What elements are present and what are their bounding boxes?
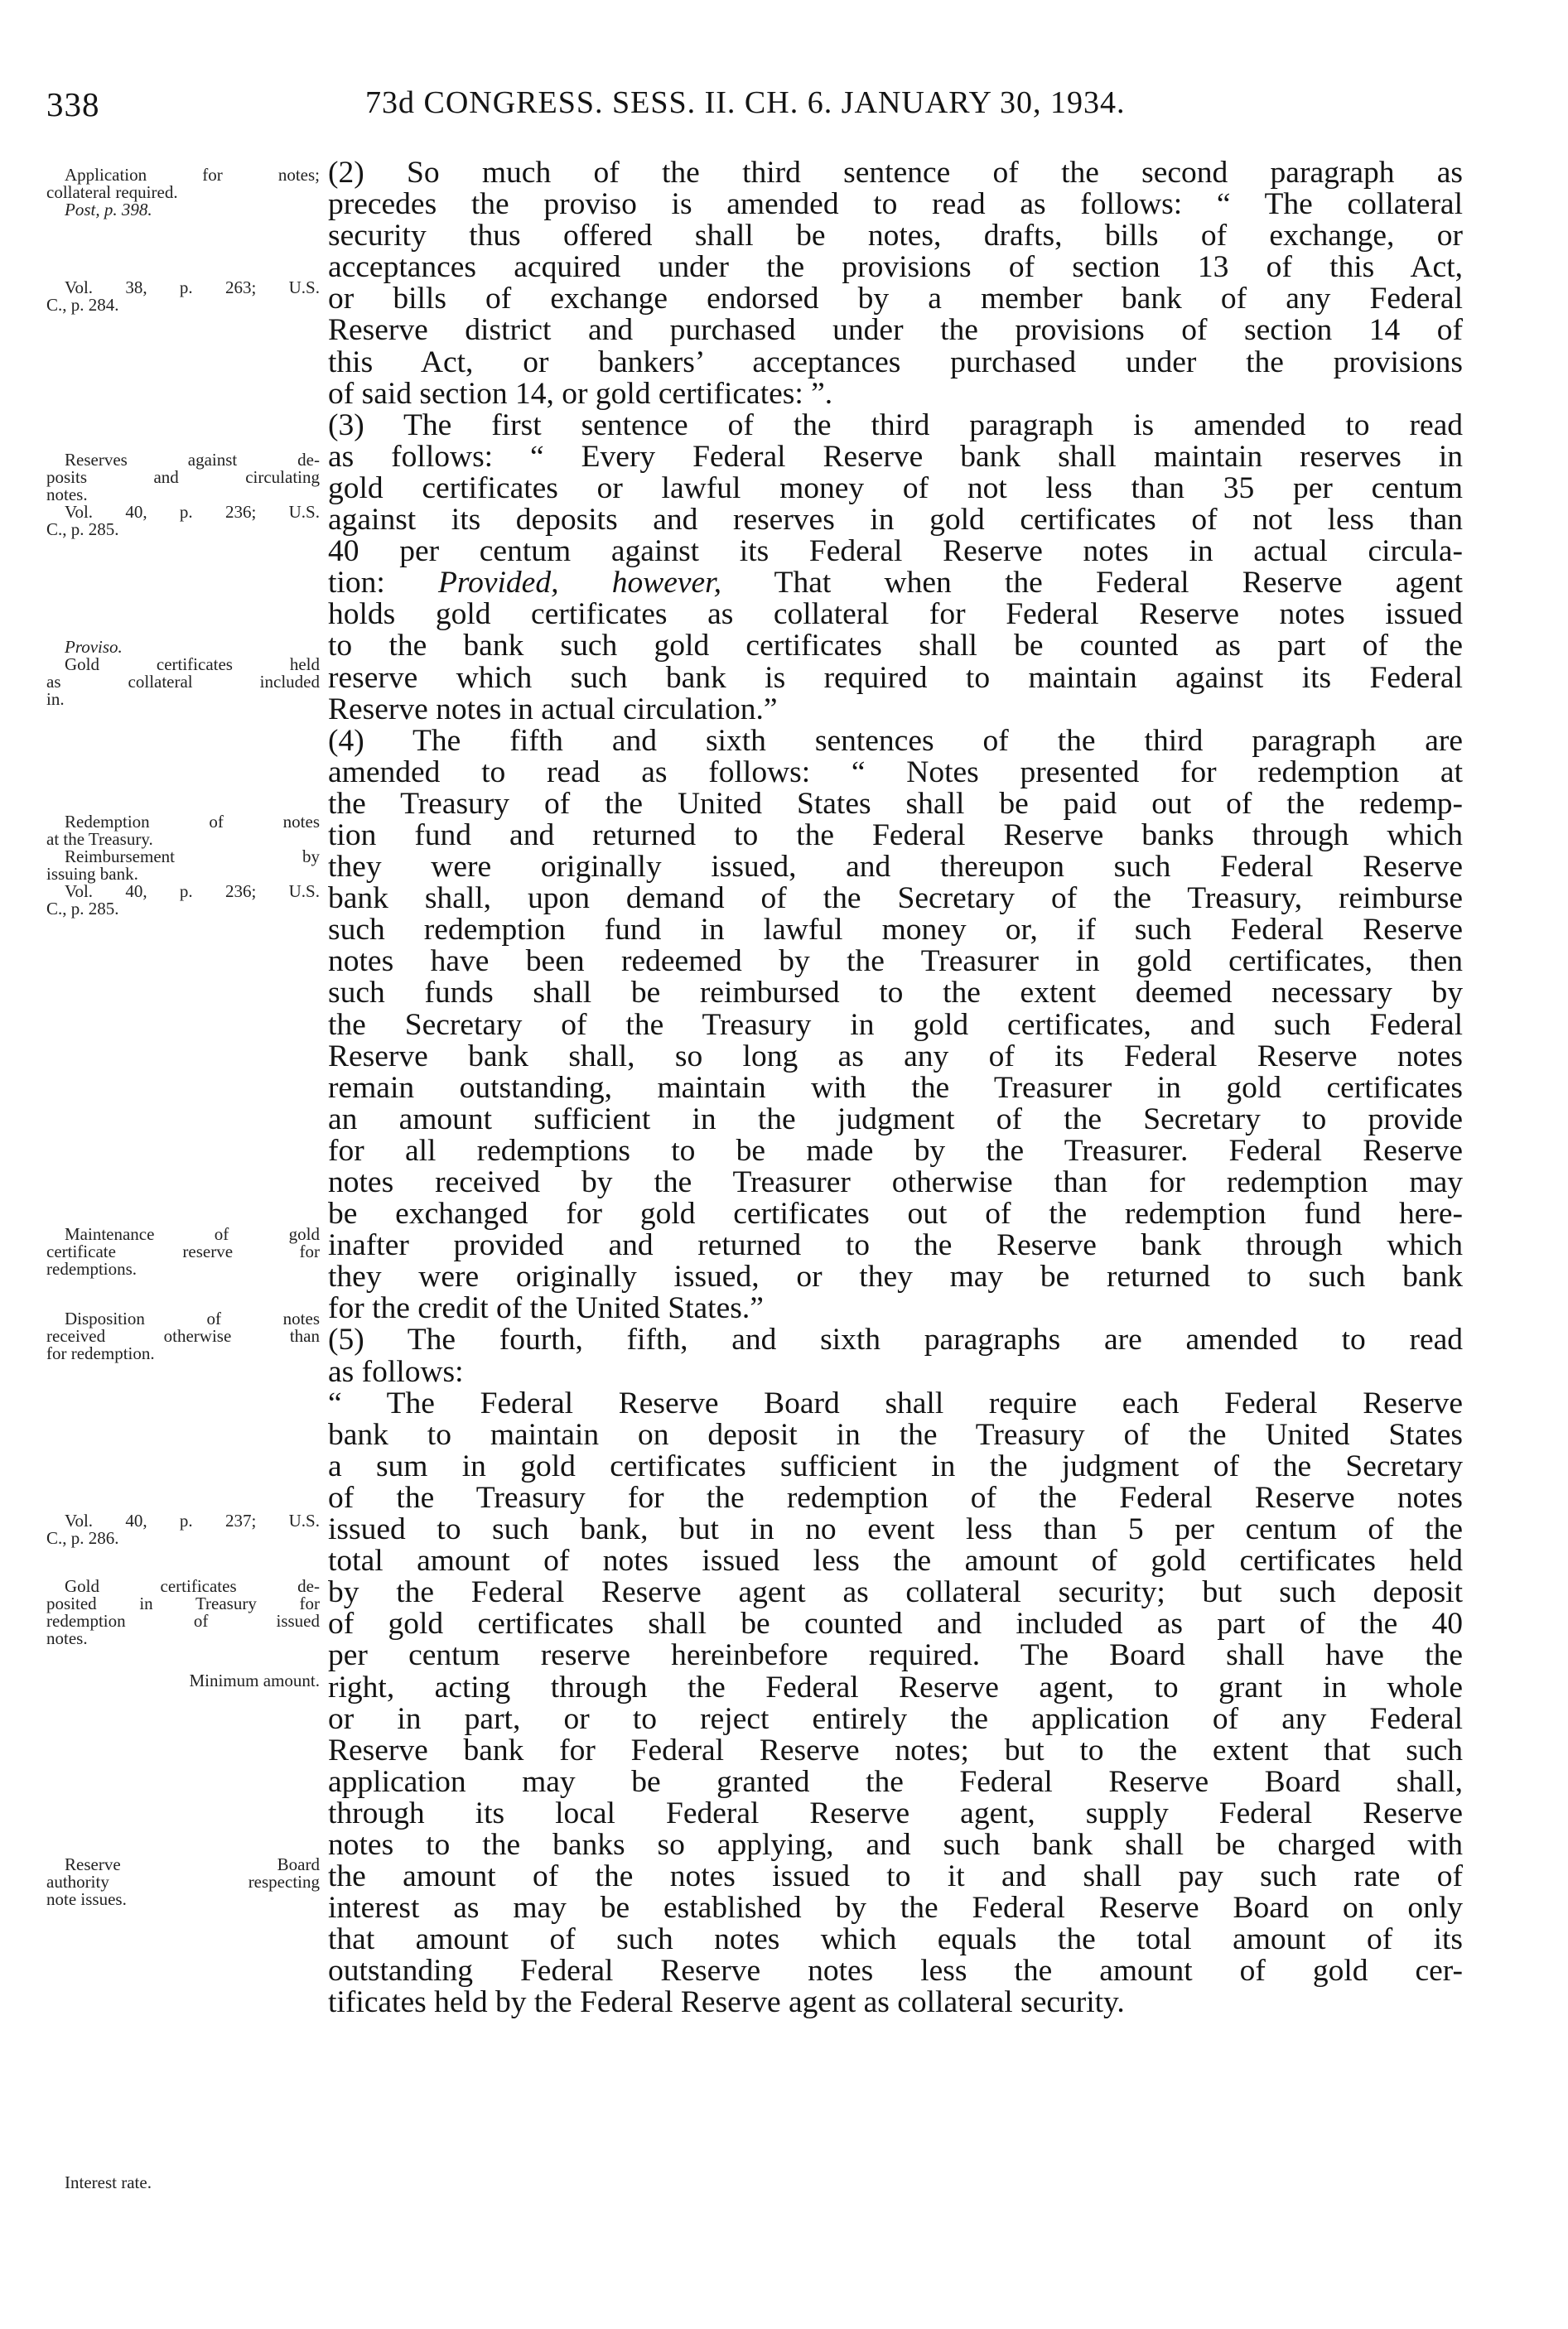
text-line: bank to maintain on deposit in the Treasury of the United States [328, 1417, 1463, 1452]
text-line: through its local Federal Reserve agent, supply Federal Reserve [328, 1796, 1463, 1830]
margin-note-line: Disposition of notes [65, 1309, 320, 1328]
text-line: notes have been redeemed by the Treasurer in gold certificates, then [328, 944, 1463, 979]
margin-note-line: Application for notes; [65, 165, 320, 185]
text-line: this Act, or bankers’ acceptances purchased under the provisions [328, 345, 1463, 379]
text-line: Reserve notes in actual circulation.” [328, 692, 778, 726]
text-line: of the Treasury for the redemption of the Federal Reserve notes [328, 1480, 1463, 1515]
text-line: holds gold certificates as collateral for Federal Reserve notes issued [328, 597, 1463, 632]
margin-note-proviso-gold-certificates [46, 639, 320, 708]
text-line: they were originally issued, or they may be returned to such bank [328, 1260, 1463, 1295]
text-line: the Treasury of the United States shall be paid out of the redemp- [328, 786, 1463, 821]
margin-note-line: Proviso. [65, 637, 123, 657]
text-line: be exchanged for gold certificates out of the redemption fund here- [328, 1197, 1463, 1232]
text-line: notes to the banks so applying, and such bank shall be charged with [328, 1827, 1463, 1862]
margin-note-reserve-board-authority [46, 1856, 320, 1908]
text-line: (3) The first sentence of the third paragraph is amended to read [328, 407, 1463, 442]
margin-note-line: Vol. 40, p. 236; U.S. [65, 502, 320, 522]
margin-note-line: posited in Treasury for [46, 1594, 320, 1613]
margin-note-line: in. [46, 689, 65, 709]
margin-note-disposition-of-notes [46, 1310, 320, 1362]
margin-note-line: Minimum amount. [189, 1671, 320, 1690]
margin-note-line: Reimbursement by [65, 846, 320, 866]
text-line: an amount sufficient in the judgment of the Secretary to provide [328, 1102, 1463, 1136]
text-line: interest as may be established by the Federal Reserve Board on only [328, 1891, 1463, 1926]
text-line: acceptances acquired under the provisions of section 13 of this Act, [328, 250, 1463, 285]
margin-note-line: collateral required. [46, 182, 178, 202]
text-line: issued to such bank, but in no event less than 5 per centum of the [328, 1512, 1463, 1547]
text-line: security thus offered shall be notes, drafts, bills of exchange, or [328, 219, 1463, 253]
margin-note-vol38-citation [46, 279, 320, 314]
margin-note-line: as collateral included [46, 672, 320, 692]
text-line: right, acting through the Federal Reserve agent, to grant in whole [328, 1670, 1463, 1705]
margin-note-line: Reserve Board [65, 1854, 320, 1874]
text-line: total amount of notes issued less the amount of gold certificates held [328, 1544, 1463, 1579]
running-head: 73d CONGRESS. SESS. II. CH. 6. JANUARY 30, 1934. [365, 85, 1126, 120]
text-line: Reserve bank shall, so long as any of its Federal Reserve notes [328, 1039, 1463, 1073]
margin-note-line: Vol. 40, p. 237; U.S. [65, 1511, 320, 1531]
text-line: Reserve bank for Federal Reserve notes; but to the extent that such [328, 1733, 1463, 1767]
margin-note-line: C., p. 286. [46, 1528, 119, 1548]
margin-note-line: certificate reserve for [46, 1242, 320, 1261]
text-line: precedes the proviso is amended to read as follows: “ The collateral [328, 187, 1463, 222]
text-line: application may be granted the Federal Reserve Board shall, [328, 1764, 1463, 1799]
text-line: per centum reserve hereinbefore required. The Board shall have the [328, 1638, 1463, 1673]
text-line: “ The Federal Reserve Board shall require each Federal Reserve [328, 1386, 1463, 1420]
text-line: (5) The fourth, fifth, and sixth paragraphs are amended to read [328, 1323, 1463, 1357]
text-line: as follows: [328, 1354, 464, 1389]
margin-note-line: authority respecting [46, 1872, 320, 1892]
text-line: as follows: “ Every Federal Reserve bank shall maintain reserves in [328, 439, 1463, 474]
margin-note-line: Vol. 38, p. 263; U.S. [65, 277, 320, 297]
text-line: outstanding Federal Reserve notes less the amount of gold cer- [328, 1954, 1463, 1989]
margin-note-line: notes. [46, 1628, 88, 1648]
text-line: (2) So much of the third sentence of the second paragraph as [328, 156, 1463, 190]
text-line: reserve which such bank is required to maintain against its Federal [328, 660, 1463, 695]
text-line: against its deposits and reserves in gold certificates of not less than [328, 503, 1463, 538]
margin-note-line: Reserves against de- [65, 450, 320, 470]
margin-note-line: redemption of issued [46, 1611, 320, 1631]
text-line: they were originally issued, and thereupon such Federal Reserve [328, 850, 1463, 885]
text-line: for the credit of the United States.” [328, 1291, 764, 1326]
margin-note-line: C., p. 285. [46, 899, 119, 919]
page-header [46, 84, 1455, 134]
margin-note-line: C., p. 284. [46, 295, 119, 315]
margin-note-line: Vol. 40, p. 236; U.S. [65, 881, 320, 901]
text-line: Reserve district and purchased under the provisions of section 14 of [328, 313, 1463, 348]
text-line: of said section 14, or gold certificates: ”. [328, 376, 833, 411]
margin-note-line: Redemption of notes [65, 812, 320, 832]
text-line: gold certificates or lawful money of not less than 35 per centum [328, 470, 1463, 505]
margin-note-line: posits and circulating [46, 467, 320, 487]
text-line: or in part, or to reject entirely the application of any Federal [328, 1701, 1463, 1736]
margin-note-maintenance-gold-reserve [46, 1226, 320, 1278]
text-line: bank shall, upon demand of the Secretary of the Treasury, reimburse [328, 881, 1463, 916]
margin-note-line: Gold certificates de- [65, 1576, 320, 1596]
text-line: the amount of the notes issued to it and shall pay such rate of [328, 1859, 1463, 1894]
margin-note-application-for-notes [46, 166, 320, 219]
text-line: tificates held by the Federal Reserve agent as collateral security. [328, 1985, 1125, 2020]
text-line: notes received by the Treasurer otherwise than for redemption may [328, 1165, 1463, 1199]
text-line: by the Federal Reserve agent as collateral security; but such deposit [328, 1575, 1463, 1610]
margin-note-line: note issues. [46, 1889, 127, 1909]
margin-note-redemption-of-notes [46, 813, 320, 918]
margin-note-line: Interest rate. [65, 2172, 152, 2192]
statute-body-text [328, 157, 1463, 2019]
margin-note-line: at the Treasury. [46, 829, 153, 849]
margin-note-line: notes. [46, 485, 88, 504]
text-line: such funds shall be reimbursed to the extent deemed necessary by [328, 976, 1463, 1010]
margin-note-line: redemptions. [46, 1259, 138, 1279]
margin-note-line: Post, p. 398. [65, 200, 152, 219]
text-line: a sum in gold certificates sufficient in the judgment of the Secretary [328, 1449, 1463, 1483]
text-line: amended to read as follows: “ Notes presented for redemption at [328, 755, 1463, 789]
margin-note-reserves-against-deposits [46, 451, 320, 538]
margin-note-vol40-p237-citation [46, 1512, 320, 1547]
page-number: 338 [46, 85, 100, 123]
text-line: the Secretary of the Treasury in gold certificates, and such Federal [328, 1007, 1463, 1042]
text-line: inafter provided and returned to the Reserve bank through which [328, 1228, 1463, 1263]
text-line: 40 per centum against its Federal Reserve notes in actual circula- [328, 534, 1463, 569]
margin-note-line: received otherwise than [46, 1326, 320, 1346]
margin-note-line: Maintenance of gold [65, 1224, 320, 1244]
text-line: that amount of such notes which equals the total amount of its [328, 1922, 1463, 1957]
text-line: tion fund and returned to the Federal Reserve banks through which [328, 817, 1463, 852]
margin-note-line: for redemption. [46, 1343, 155, 1363]
margin-note-gold-certificates-deposited [46, 1578, 320, 1647]
text-line: such redemption fund in lawful money or, if such Federal Reserve [328, 913, 1463, 948]
margin-note-line: Gold certificates held [65, 654, 320, 674]
text-line: or bills of exchange endorsed by a member bank of any Federal [328, 282, 1463, 316]
text-line: (4) The fifth and sixth sentences of the third paragraph are [328, 723, 1463, 758]
text-line: for all redemptions to be made by the Treasurer. Federal Reserve [328, 1133, 1463, 1168]
text-line: remain outstanding, maintain with the Treasurer in gold certificates [328, 1070, 1463, 1105]
margin-note-interest-rate [46, 2174, 320, 2192]
text-line: tion: Provided, however, That when the Federal Reserve agent [328, 566, 1463, 600]
margin-note-line: C., p. 285. [46, 519, 119, 539]
margin-note-line: issuing bank. [46, 864, 138, 884]
text-line: to the bank such gold certificates shall be counted as part of the [328, 629, 1463, 663]
text-line: of gold certificates shall be counted and included as part of the 40 [328, 1607, 1463, 1642]
margin-note-minimum-amount [46, 1672, 320, 1690]
